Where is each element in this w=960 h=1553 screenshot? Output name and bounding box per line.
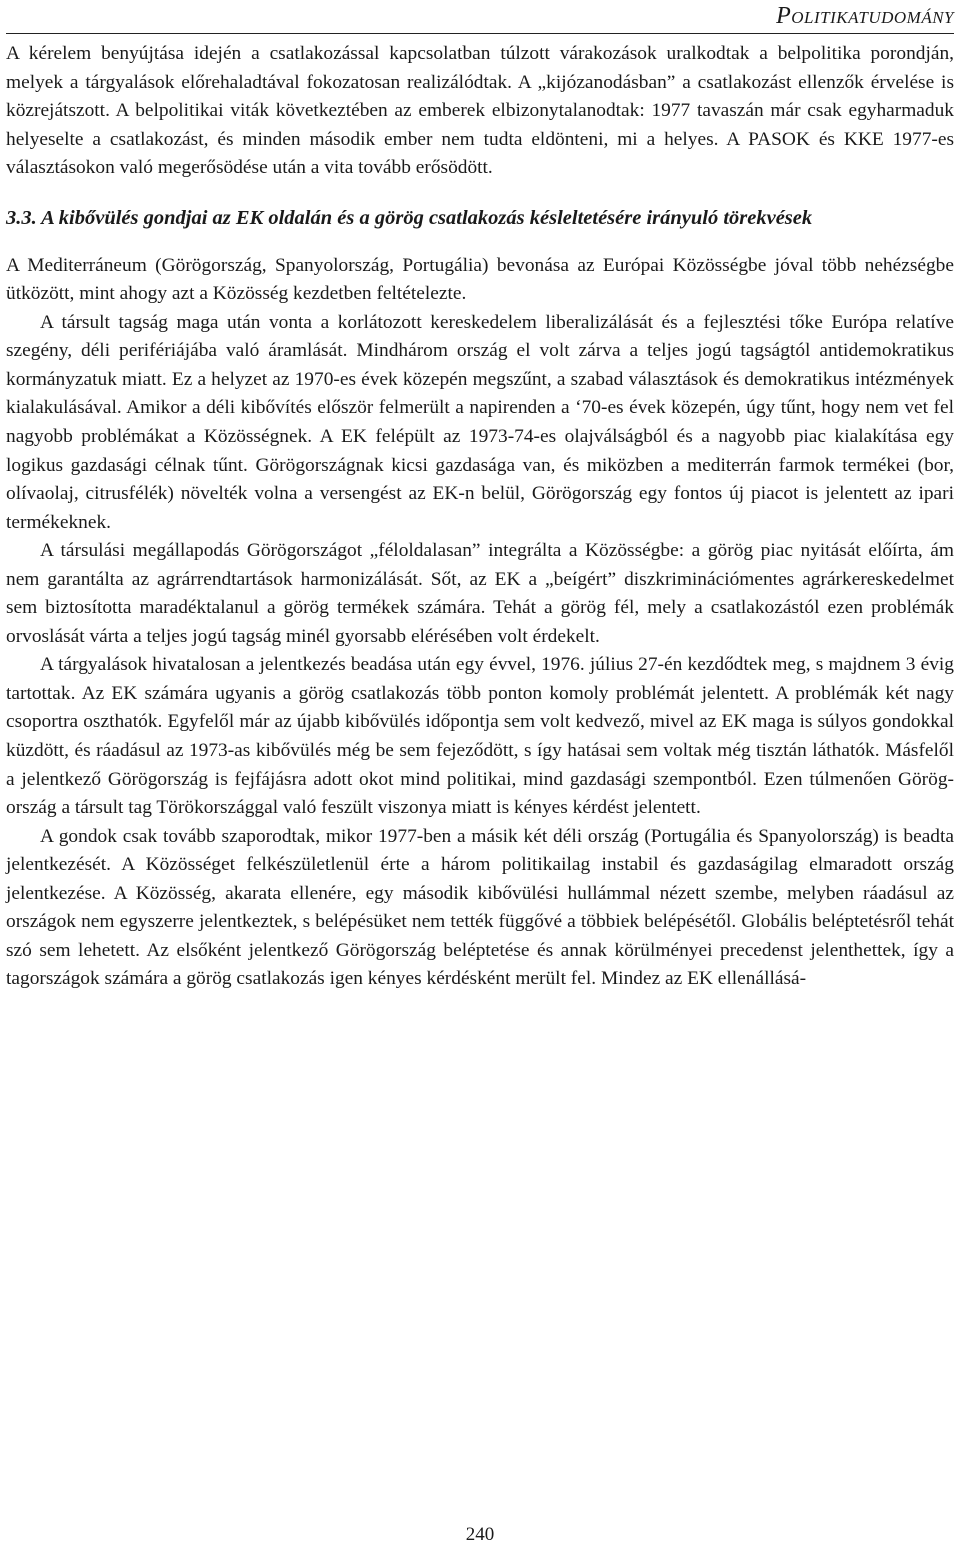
section-heading: 3.3. A kibővülés gondjai az EK oldalán és a görög csatlakozás késleltetésére irányuló törekvések: [6, 206, 813, 229]
running-header: Politikatudomány: [776, 3, 954, 29]
header-divider: [6, 33, 954, 34]
paragraph: A Mediterráneum (Görögország, Spanyolország, Portugália) bevonása az Európai Közösségbe jóval több nehézségbe ütközött, mint ahogy azt a Közösség kezdetben feltételezte.: [6, 254, 954, 305]
body-text: [6, 40, 954, 994]
paragraph: A tárgyalások hivatalosan a jelentkezés beadása után egy évvel, 1976. július 27-én kezdődtek meg, s majdnem 3 évig tartottak. Az EK számára ugyanis a görög csatlakozás több ponton komoly problémát jelentett. A problémák két nagy csoportra oszthatók. Egyfelől már az újabb kibővülés időpontja sem volt kedvező, mivel az EK maga is súlyos gondokkal küzdött, és ráadásul az 1973-as kibővülés még be sem fejeződött, s így hatásai sem voltak még tisztán láthatók. Másfelől a jelentkező Görögország is fejfájásra adott okot mind politikai, mind gazdasági szempontból. Ezen túlmenően Görögország a társult tag Törökországgal való feszült viszonya miatt is kényes kérdést jelentett.: [6, 654, 954, 819]
page-number: 240: [465, 1524, 495, 1545]
paragraph: A kérelem benyújtása idején a csatlakozással kapcsolatban túlzott várakozások uralkodtak a belpolitika porondján, melyek a tárgyalások előrehaladtával fokozatosan realizálódtak. A „kijózanodásban” a csatlakozást ellenzők érvelése is közrejátszott. A belpolitikai viták következtében az emberek elbizonytalanodtak: 1977 tavaszán már csak egyharmaduk helyeselte a csatlakozást, és minden második ember nem tudta eldönteni, mi a helyes. A PASOK és KKE 1977-es választásokon való megerősödése után a vita tovább erősödött.: [6, 43, 954, 179]
paragraph: A társulási megállapodás Görögországot „féloldalasan” integrálta a Közösségbe: a görög piac nyitását előírta, ám nem garantálta az agrárrendtartások harmonizálását. Sőt, az EK a „beígért” diszkriminációmentes agrárkereskedelmet sem biztosította maradéktalanul a görög termékek számára. Tehát a görög fél, mely a csatlakozástól ezen problémák orvoslását várta a teljes jogú tagság minél gyorsabb elérésében volt érdekelt.: [6, 540, 954, 647]
paragraph: A társult tagság maga után vonta a korlátozott kereskedelem liberalizálását és a fejlesztési tőke Európa relatíve szegény, déli perifériájába való áramlását. Mindhárom ország el volt zárva a teljes jogú tagságtól antidemokratikus kormányzatuk miatt. Ez a helyzet az 1970-es évek közepén megszűnt, a szabad választások és demokratikus intézmények kialakulásával. Amikor a déli kibővítés először felmerült a napirenden a ‘70-es évek közepén, úgy tűnt, hogy nem vet fel nagyobb problémákat a Közösségnek. A EK felépült az 1973-74-es olajválságból és a nagyobb piac kialakítása egy logikus gazdasági célnak tűnt. Görögországnak kicsi gazdasága van, és miközben a mediterrán farmok termékei (bor, olívaolaj, citrusfélék) növelték volna a versengést az EK-n belül, Görögország egy fontos új piacot is jelentett az ipari termékeknek.: [6, 311, 954, 533]
document-page: [6, 0, 954, 1553]
paragraph: A gondok csak tovább szaporodtak, mikor 1977-ben a másik két déli ország (Portugália és Spanyolország) is beadta jelentkezését. A Közösséget felkészületlenül érte a három politikailag instabil és gazdaságilag elmaradott ország jelentkezése. A Közösség, akarata ellenére, egy második kibővülési hullámmal nézett szembe, melyben ráadásul az országok nem egyszerre jelentkeztek, s belépésüket nem tették függővé a többiek belépésétől. Globális beléptetésről tehát szó sem lehetett. Az elsőként jelentkező Görögország beléptetése és annak körülményei precedenst jelenthettek, így a tagországok számára a görög csatlakozás igen kényes kérdésként merült fel. Mindez az EK ellenállásá-: [6, 825, 954, 990]
